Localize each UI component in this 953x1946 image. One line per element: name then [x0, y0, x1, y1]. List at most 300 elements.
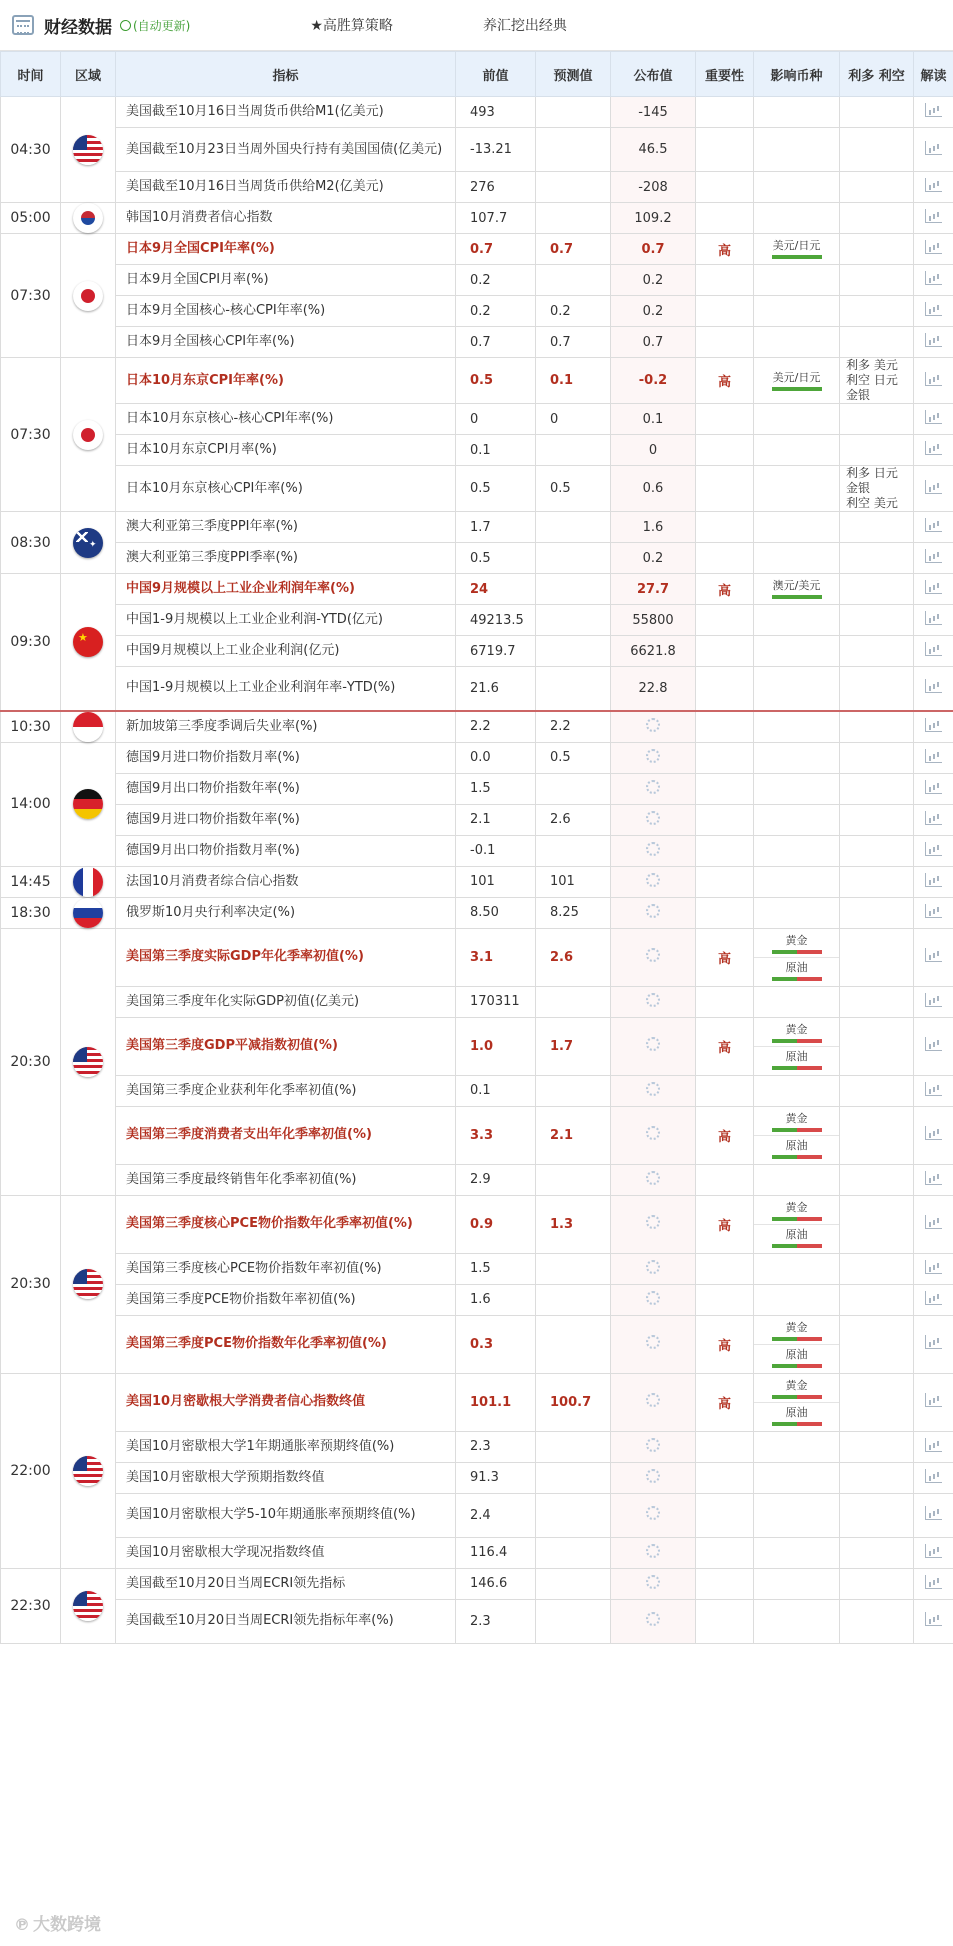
- chart-icon[interactable]: [925, 271, 942, 285]
- loading-spinner-icon: [646, 1335, 660, 1349]
- importance-cell: [696, 543, 754, 574]
- interpretation-cell[interactable]: [914, 1493, 953, 1537]
- loading-spinner-icon: [646, 1082, 660, 1096]
- loading-spinner-icon: [646, 1575, 660, 1589]
- previous-cell: 1.5: [456, 1253, 536, 1284]
- previous-cell: 0.1: [456, 1075, 536, 1106]
- currency-impact-cell: [754, 1568, 840, 1599]
- chart-icon[interactable]: [925, 178, 942, 192]
- interpretation-cell[interactable]: [914, 203, 953, 234]
- interpretation-cell[interactable]: [914, 1315, 953, 1373]
- actual-cell: -208: [611, 172, 696, 203]
- bull-bear-cell: [840, 1493, 914, 1537]
- actual-cell: [611, 742, 696, 773]
- currency-impact-cell: [754, 1599, 840, 1643]
- forecast-cell: 1.7: [536, 1017, 611, 1075]
- currency-impact-item: [754, 957, 839, 984]
- chart-icon[interactable]: [925, 1544, 942, 1558]
- col-importance: 重要性: [696, 52, 754, 97]
- chart-icon[interactable]: [925, 1126, 942, 1140]
- importance-cell: [696, 265, 754, 296]
- interpretation-cell[interactable]: [914, 866, 953, 897]
- table-row: [1, 835, 953, 866]
- interpretation-cell[interactable]: [914, 986, 953, 1017]
- chart-icon[interactable]: [925, 410, 942, 424]
- currency-impact-cell: [754, 1373, 840, 1431]
- interpretation-cell[interactable]: [914, 1017, 953, 1075]
- bull-bear-cell: [840, 866, 914, 897]
- actual-cell: [611, 897, 696, 928]
- table-row: [1, 1284, 953, 1315]
- impact-bar: [772, 1337, 822, 1341]
- loading-spinner-icon: [646, 811, 660, 825]
- currency-impact-item: [754, 576, 839, 602]
- loading-spinner-icon: [646, 780, 660, 794]
- loading-spinner-icon: [646, 1544, 660, 1558]
- previous-cell: 2.9: [456, 1164, 536, 1195]
- chart-icon[interactable]: [925, 1612, 942, 1626]
- interpretation-cell[interactable]: [914, 773, 953, 804]
- region-cell: [61, 1373, 116, 1568]
- interpretation-cell[interactable]: [914, 636, 953, 667]
- flag-de-icon: [73, 789, 103, 819]
- bull-bear-cell: [840, 512, 914, 543]
- time-cell: 07:30: [1, 358, 61, 512]
- impact-bar: [772, 1155, 822, 1159]
- flag-kr-icon: [73, 203, 103, 233]
- col-indicator: 指标: [116, 52, 456, 97]
- forecast-cell: 2.1: [536, 1106, 611, 1164]
- time-cell: 07:30: [1, 234, 61, 358]
- chart-icon[interactable]: [925, 302, 942, 316]
- bull-bar-segment: [772, 1155, 797, 1159]
- chart-icon[interactable]: [925, 480, 942, 494]
- chart-icon[interactable]: [925, 518, 942, 532]
- bull-bear-cell: [840, 1075, 914, 1106]
- currency-impact-cell: [754, 1106, 840, 1164]
- chart-icon[interactable]: [925, 1469, 942, 1483]
- col-actual: 公布值: [611, 52, 696, 97]
- forecast-cell: 2.6: [536, 928, 611, 986]
- importance-cell: [696, 742, 754, 773]
- interpretation-cell[interactable]: [914, 1284, 953, 1315]
- chart-icon[interactable]: [925, 103, 942, 117]
- actual-cell: [611, 1315, 696, 1373]
- bull-bar-segment: [772, 1244, 797, 1248]
- actual-cell: 1.6: [611, 512, 696, 543]
- indicator-cell: 美国10月密歇根大学消费者信心指数终值: [116, 1373, 456, 1431]
- currency-impact-cell: [754, 1315, 840, 1373]
- currency-impact-cell: [754, 1284, 840, 1315]
- bull-bear-cell: [840, 1568, 914, 1599]
- chart-icon[interactable]: [925, 580, 942, 594]
- currency-label: 黄金: [785, 1378, 808, 1392]
- interpretation-cell[interactable]: [914, 1106, 953, 1164]
- interpretation-cell[interactable]: [914, 466, 953, 512]
- watermark-text: 大数跨境: [33, 1915, 101, 1935]
- bull-bar-segment: [772, 1422, 797, 1426]
- chart-icon[interactable]: [925, 1291, 942, 1305]
- actual-cell: [611, 986, 696, 1017]
- forecast-cell: 0.7: [536, 234, 611, 265]
- table-row: [1, 1164, 953, 1195]
- actual-cell: [611, 1537, 696, 1568]
- actual-cell: [611, 866, 696, 897]
- importance-cell: 高: [696, 1106, 754, 1164]
- chart-icon[interactable]: [925, 780, 942, 794]
- forecast-cell: [536, 835, 611, 866]
- interpretation-cell[interactable]: [914, 1568, 953, 1599]
- importance-cell: 高: [696, 1315, 754, 1373]
- region-cell: [61, 512, 116, 574]
- interpretation-cell[interactable]: [914, 835, 953, 866]
- currency-impact-cell: [754, 574, 840, 605]
- forecast-cell: [536, 172, 611, 203]
- interpretation-cell[interactable]: [914, 1195, 953, 1253]
- indicator-cell: 美国第三季度核心PCE物价指数年率初值(%): [116, 1253, 456, 1284]
- bull-bear-cell: [840, 1315, 914, 1373]
- importance-cell: [696, 1075, 754, 1106]
- time-cell: 09:30: [1, 574, 61, 711]
- interpretation-cell[interactable]: [914, 897, 953, 928]
- interpretation-cell[interactable]: [914, 296, 953, 327]
- currency-label: 澳元/美元: [772, 579, 821, 592]
- interpretation-cell[interactable]: [914, 742, 953, 773]
- currency-impact-cell: [754, 897, 840, 928]
- table-body: [1, 97, 953, 1644]
- chart-icon[interactable]: [925, 141, 942, 155]
- chart-icon[interactable]: [925, 1575, 942, 1589]
- currency-impact-cell: [754, 1195, 840, 1253]
- indicator-cell: 日本10月东京CPI月率(%): [116, 435, 456, 466]
- bear-bar-segment: [797, 1155, 822, 1159]
- importance-cell: [696, 466, 754, 512]
- forecast-cell: [536, 265, 611, 296]
- interpretation-cell[interactable]: [914, 711, 953, 743]
- strategy-link[interactable]: ★高胜算策略: [310, 18, 393, 34]
- bull-bear-cell: [840, 1462, 914, 1493]
- table-row: [1, 512, 953, 543]
- bull-bear-line: 利多 日元 金银: [846, 466, 898, 495]
- chart-icon[interactable]: [925, 1506, 942, 1520]
- chart-icon[interactable]: [925, 1335, 942, 1349]
- forecast-cell: 0.5: [536, 466, 611, 512]
- interpretation-cell[interactable]: [914, 404, 953, 435]
- currency-impact-cell: [754, 234, 840, 265]
- indicator-cell: 美国第三季度PCE物价指数年率初值(%): [116, 1284, 456, 1315]
- previous-cell: 2.1: [456, 804, 536, 835]
- table-row: [1, 404, 953, 435]
- currency-impact-cell: [754, 327, 840, 358]
- interpretation-cell[interactable]: [914, 97, 953, 128]
- previous-cell: 0.5: [456, 543, 536, 574]
- indicator-cell: 美国第三季度消费者支出年化季率初值(%): [116, 1106, 456, 1164]
- interpretation-cell[interactable]: [914, 667, 953, 711]
- actual-cell: 0.6: [611, 466, 696, 512]
- bull-bar-segment: [772, 1128, 797, 1132]
- interpretation-cell[interactable]: [914, 512, 953, 543]
- bull-bar-segment: [772, 1217, 797, 1221]
- forecast-cell: [536, 128, 611, 172]
- currency-label: 原油: [785, 1227, 808, 1241]
- currency-impact-item: [754, 1020, 839, 1046]
- table-header-row: [1, 52, 953, 97]
- bull-bear-cell: [840, 1284, 914, 1315]
- table-row: [1, 435, 953, 466]
- currency-impact-cell: [754, 804, 840, 835]
- indicator-cell: 美国截至10月20日当周ECRI领先指标年率(%): [116, 1599, 456, 1643]
- chart-icon[interactable]: [925, 1082, 942, 1096]
- impact-bar: [772, 1244, 822, 1248]
- currency-impact-item: [754, 1376, 839, 1402]
- bull-bear-cell: [840, 1164, 914, 1195]
- forecast-cell: [536, 1431, 611, 1462]
- loading-spinner-icon: [646, 842, 660, 856]
- bull-bear-cell: [840, 986, 914, 1017]
- interpretation-cell[interactable]: [914, 358, 953, 404]
- chart-icon[interactable]: [925, 904, 942, 918]
- forecast-cell: [536, 1253, 611, 1284]
- forecast-cell: 0: [536, 404, 611, 435]
- chart-icon[interactable]: [925, 679, 942, 693]
- forecast-cell: 0.7: [536, 327, 611, 358]
- bull-bear-cell: [840, 636, 914, 667]
- currency-label: 黄金: [785, 1111, 808, 1125]
- previous-cell: 0.7: [456, 234, 536, 265]
- interpretation-cell[interactable]: [914, 1599, 953, 1643]
- time-cell: 10:30: [1, 711, 61, 743]
- chart-icon[interactable]: [925, 1393, 942, 1407]
- chart-icon[interactable]: [925, 1438, 942, 1452]
- chart-icon[interactable]: [925, 549, 942, 563]
- interpretation-cell[interactable]: [914, 804, 953, 835]
- bear-bar-segment: [797, 1066, 822, 1070]
- chart-icon[interactable]: [925, 240, 942, 254]
- flag-jp-icon: [73, 281, 103, 311]
- currency-impact-cell: [754, 835, 840, 866]
- chart-icon[interactable]: [925, 1260, 942, 1274]
- chart-icon[interactable]: [925, 209, 942, 223]
- previous-cell: 101: [456, 866, 536, 897]
- chart-icon[interactable]: [925, 372, 942, 386]
- forecast-cell: 0.1: [536, 358, 611, 404]
- bear-bar-segment: [797, 1128, 822, 1132]
- loading-spinner-icon: [646, 1612, 660, 1626]
- bull-bear-cell: [840, 1195, 914, 1253]
- importance-cell: [696, 435, 754, 466]
- loading-spinner-icon: [646, 1438, 660, 1452]
- flag-us-icon: [73, 1591, 103, 1621]
- interpretation-cell[interactable]: [914, 128, 953, 172]
- previous-cell: 107.7: [456, 203, 536, 234]
- previous-cell: 0.1: [456, 435, 536, 466]
- chart-icon[interactable]: [925, 642, 942, 656]
- currency-label: 黄金: [785, 933, 808, 947]
- currency-impact-cell: [754, 1462, 840, 1493]
- chart-icon[interactable]: [925, 333, 942, 347]
- actual-cell: [611, 1075, 696, 1106]
- chart-icon[interactable]: [925, 1215, 942, 1229]
- table-row: [1, 1462, 953, 1493]
- currency-impact-cell: [754, 1253, 840, 1284]
- flag-sg-icon: [73, 712, 103, 742]
- auto-update-toggle[interactable]: [120, 17, 190, 34]
- classic-link[interactable]: 养汇挖出经典: [482, 18, 567, 34]
- auto-update-label: (自动更新): [133, 18, 191, 33]
- currency-impact-cell: [754, 1431, 840, 1462]
- bull-bear-line: 利空 美元: [846, 496, 898, 510]
- forecast-cell: 0.5: [536, 742, 611, 773]
- bear-bar-segment: [797, 1217, 822, 1221]
- previous-cell: 8.50: [456, 897, 536, 928]
- flag-us-icon: [73, 1269, 103, 1299]
- importance-cell: [696, 1431, 754, 1462]
- region-cell: [61, 742, 116, 866]
- interpretation-cell[interactable]: [914, 928, 953, 986]
- chart-icon[interactable]: [925, 993, 942, 1007]
- chart-icon[interactable]: [925, 948, 942, 962]
- interpretation-cell[interactable]: [914, 1164, 953, 1195]
- table-row: [1, 1599, 953, 1643]
- table-row: [1, 773, 953, 804]
- table-row: [1, 203, 953, 234]
- previous-cell: 0: [456, 404, 536, 435]
- table-row: [1, 172, 953, 203]
- loading-spinner-icon: [646, 1126, 660, 1140]
- forecast-cell: [536, 1568, 611, 1599]
- bull-bear-cell: [840, 97, 914, 128]
- actual-cell: [611, 1017, 696, 1075]
- importance-cell: [696, 203, 754, 234]
- chart-icon[interactable]: [925, 811, 942, 825]
- actual-cell: [611, 1106, 696, 1164]
- time-cell: 18:30: [1, 897, 61, 928]
- importance-cell: 高: [696, 1195, 754, 1253]
- forecast-cell: [536, 512, 611, 543]
- time-cell: 05:00: [1, 203, 61, 234]
- forecast-cell: [536, 435, 611, 466]
- bull-bar-segment: [772, 977, 797, 981]
- table-row: [1, 128, 953, 172]
- forecast-cell: [536, 97, 611, 128]
- chart-icon[interactable]: [925, 441, 942, 455]
- flag-jp-icon: [73, 420, 103, 450]
- previous-cell: 1.6: [456, 1284, 536, 1315]
- loading-spinner-icon: [646, 1037, 660, 1051]
- bull-bar-segment: [772, 1364, 797, 1368]
- previous-cell: -13.21: [456, 128, 536, 172]
- currency-impact-item: [754, 236, 839, 262]
- interpretation-cell[interactable]: [914, 1373, 953, 1431]
- interpretation-cell[interactable]: [914, 172, 953, 203]
- time-cell: 04:30: [1, 97, 61, 203]
- actual-cell: 0.2: [611, 265, 696, 296]
- interpretation-cell[interactable]: [914, 435, 953, 466]
- currency-impact-cell: [754, 928, 840, 986]
- currency-label: 原油: [785, 1405, 808, 1419]
- currency-impact-cell: [754, 742, 840, 773]
- chart-icon[interactable]: [925, 873, 942, 887]
- indicator-cell: 美国10月密歇根大学1年期通胀率预期终值(%): [116, 1431, 456, 1462]
- bull-bar-segment: [772, 950, 797, 954]
- chart-icon[interactable]: [925, 842, 942, 856]
- importance-cell: [696, 866, 754, 897]
- indicator-cell: 美国截至10月20日当周ECRI领先指标: [116, 1568, 456, 1599]
- table-row: [1, 742, 953, 773]
- watermark: [14, 1910, 101, 1935]
- forecast-cell: [536, 1462, 611, 1493]
- currency-impact-item: [754, 1046, 839, 1073]
- previous-cell: 49213.5: [456, 605, 536, 636]
- interpretation-cell[interactable]: [914, 1253, 953, 1284]
- indicator-cell: 德国9月出口物价指数年率(%): [116, 773, 456, 804]
- currency-impact-cell: [754, 404, 840, 435]
- region-cell: [61, 711, 116, 743]
- region-cell: [61, 574, 116, 711]
- indicator-cell: 俄罗斯10月央行利率决定(%): [116, 897, 456, 928]
- importance-cell: [696, 636, 754, 667]
- bull-bear-cell: [840, 435, 914, 466]
- region-cell: [61, 97, 116, 203]
- interpretation-cell[interactable]: [914, 265, 953, 296]
- impact-bar: [772, 1039, 822, 1043]
- loading-spinner-icon: [646, 1171, 660, 1185]
- interpretation-cell[interactable]: [914, 543, 953, 574]
- currency-impact-cell: [754, 172, 840, 203]
- previous-cell: 170311: [456, 986, 536, 1017]
- importance-cell: 高: [696, 358, 754, 404]
- previous-cell: 24: [456, 574, 536, 605]
- bull-bear-cell: [840, 1373, 914, 1431]
- chart-icon[interactable]: [925, 718, 942, 732]
- chart-icon[interactable]: [925, 611, 942, 625]
- forecast-cell: [536, 1315, 611, 1373]
- currency-impact-cell: [754, 543, 840, 574]
- loading-spinner-icon: [646, 1393, 660, 1407]
- indicator-cell: 美国第三季度PCE物价指数年化季率初值(%): [116, 1315, 456, 1373]
- indicator-cell: 美国截至10月16日当周货币供给M1(亿美元): [116, 97, 456, 128]
- interpretation-cell[interactable]: [914, 574, 953, 605]
- currency-impact-item: [754, 1224, 839, 1251]
- chart-icon[interactable]: [925, 749, 942, 763]
- interpretation-cell[interactable]: [914, 1075, 953, 1106]
- interpretation-cell[interactable]: [914, 1537, 953, 1568]
- indicator-cell: 日本9月全国核心-核心CPI年率(%): [116, 296, 456, 327]
- bear-bar-segment: [797, 1039, 822, 1043]
- table-row: [1, 1075, 953, 1106]
- region-cell: [61, 358, 116, 512]
- interpretation-cell[interactable]: [914, 327, 953, 358]
- importance-cell: [696, 667, 754, 711]
- bull-bear-cell: [840, 711, 914, 743]
- interpretation-cell[interactable]: [914, 1431, 953, 1462]
- currency-impact-cell: [754, 1493, 840, 1537]
- interpretation-cell[interactable]: [914, 234, 953, 265]
- bull-bear-cell: [840, 203, 914, 234]
- previous-cell: 0.5: [456, 466, 536, 512]
- importance-cell: [696, 97, 754, 128]
- bear-bar-segment: [797, 1422, 822, 1426]
- interpretation-cell[interactable]: [914, 605, 953, 636]
- chart-icon[interactable]: [925, 1171, 942, 1185]
- interpretation-cell[interactable]: [914, 1462, 953, 1493]
- table-row: [1, 234, 953, 265]
- chart-icon[interactable]: [925, 1037, 942, 1051]
- loading-spinner-icon: [646, 749, 660, 763]
- time-cell: 14:45: [1, 866, 61, 897]
- forecast-cell: [536, 636, 611, 667]
- bull-bear-cell: [840, 1106, 914, 1164]
